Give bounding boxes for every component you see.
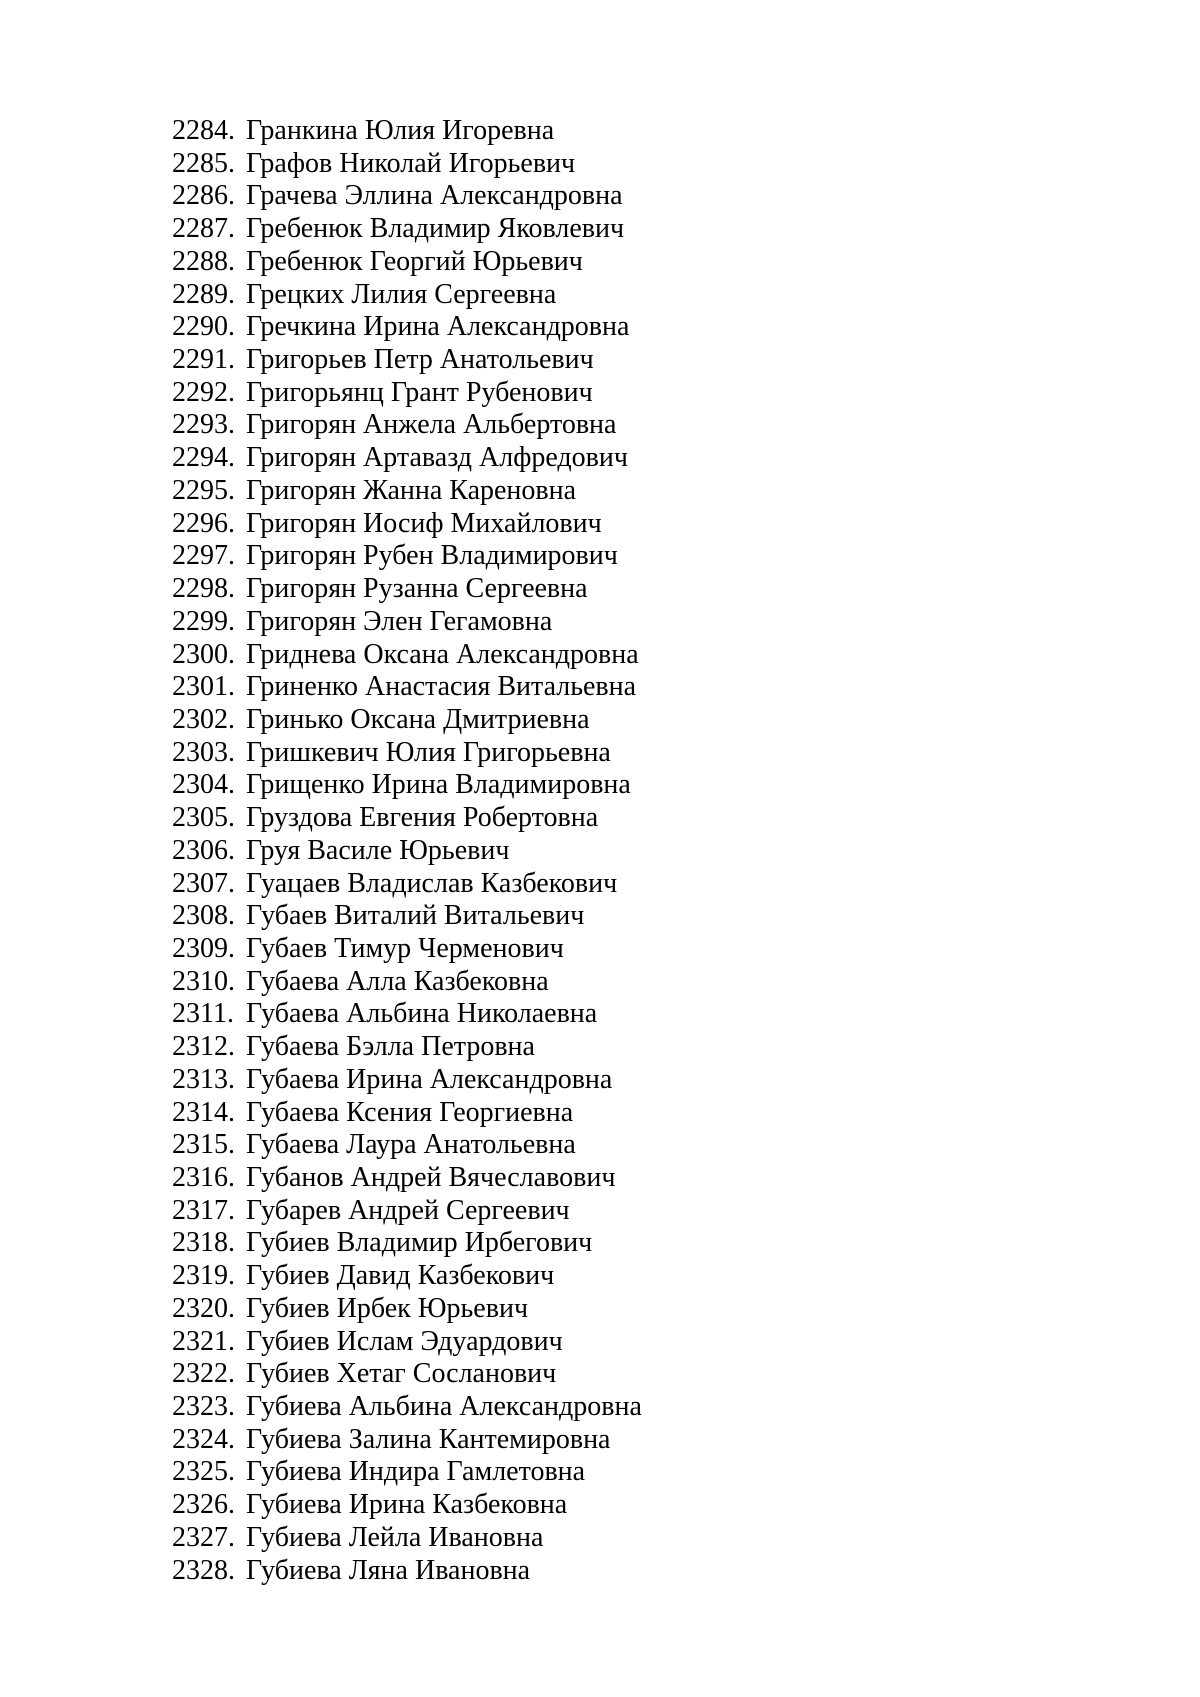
entry-name: Губаева Альбина Николаевна (246, 998, 598, 1030)
entry-number: 2301. (172, 671, 235, 703)
entry-number: 2328. (172, 1554, 235, 1586)
list-item (172, 1293, 642, 1326)
entry-number: 2306. (172, 834, 235, 866)
entry-name: Губиева Индира Гамлетовна (246, 1456, 586, 1488)
entry-name: Гриднева Оксана Александровна (246, 638, 639, 670)
list-item (172, 442, 642, 475)
list-item (172, 475, 642, 508)
list-item (172, 115, 642, 148)
entry-name: Губиева Ирина Казбековна (246, 1489, 568, 1521)
entry-name: Гребенюк Георгий Юрьевич (246, 245, 583, 277)
entry-number: 2290. (172, 311, 235, 343)
entry-name: Грецких Лилия Сергеевна (246, 278, 557, 310)
list-item (172, 540, 642, 573)
entry-name: Губаева Лаура Анатольевна (246, 1129, 576, 1161)
entry-number: 2325. (172, 1456, 235, 1488)
list-item (172, 1555, 642, 1588)
entry-number: 2315. (172, 1129, 235, 1161)
list-item (172, 246, 642, 279)
entry-number: 2314. (172, 1096, 235, 1128)
entry-name: Губанов Андрей Вячеславович (246, 1162, 616, 1193)
list-item (172, 1195, 642, 1228)
entry-name: Графов Николай Игорьевич (246, 147, 576, 179)
entry-number: 2311. (172, 998, 234, 1030)
entry-number: 2289. (172, 278, 235, 310)
list-item (172, 1162, 642, 1195)
entry-name: Грищенко Ирина Владимировна (246, 769, 631, 801)
entry-name: Григорьянц Грант Рубенович (246, 376, 593, 408)
list-item (172, 213, 642, 246)
entry-name: Григорян Жанна Кареновна (246, 474, 577, 506)
entry-number: 2317. (172, 1194, 235, 1226)
list-item (172, 1424, 642, 1457)
entry-number: 2323. (172, 1391, 235, 1423)
list-item (172, 835, 642, 868)
entry-number: 2294. (172, 442, 235, 474)
list-item (172, 1064, 642, 1097)
entry-name: Губиева Альбина Александровна (246, 1391, 642, 1423)
list-item (172, 1522, 642, 1555)
entry-number: 2324. (172, 1423, 235, 1455)
entry-number: 2291. (172, 344, 235, 376)
list-item (172, 606, 642, 639)
entry-name: Григорян Анжела Альбертовна (246, 409, 617, 441)
list-item (172, 377, 642, 410)
entry-number: 2284. (172, 115, 235, 146)
entry-name: Губиев Давид Казбекович (246, 1260, 555, 1292)
entry-name: Гриненко Анастасия Витальевна (246, 671, 637, 703)
entry-name: Губаева Ксения Георгиевна (246, 1096, 574, 1128)
list-item (172, 1489, 642, 1522)
entry-number: 2321. (172, 1325, 235, 1357)
entry-name: Гринько Оксана Дмитриевна (246, 703, 590, 735)
entry-name: Гришкевич Юлия Григорьевна (246, 736, 611, 768)
entry-number: 2318. (172, 1227, 235, 1259)
list-item (172, 1031, 642, 1064)
entry-number: 2295. (172, 474, 235, 506)
entry-name: Гранкина Юлия Игоревна (246, 115, 555, 146)
list-item (172, 180, 642, 213)
list-item (172, 802, 642, 835)
list-item (172, 1097, 642, 1130)
entry-name: Григорьев Петр Анатольевич (246, 344, 594, 376)
entry-name: Грачева Эллина Александровна (246, 180, 623, 212)
list-item (172, 1260, 642, 1293)
list-item (172, 1391, 642, 1424)
list-item (172, 671, 642, 704)
entry-number: 2326. (172, 1489, 235, 1521)
list-item (172, 573, 642, 606)
list-item (172, 933, 642, 966)
entry-number: 2286. (172, 180, 235, 212)
list-item (172, 639, 642, 672)
entry-name: Груя Василе Юрьевич (246, 834, 510, 866)
entry-name: Губиева Залина Кантемировна (246, 1423, 611, 1455)
entry-number: 2307. (172, 867, 235, 899)
entry-name: Губиева Ляна Ивановна (246, 1554, 531, 1586)
list-item (172, 704, 642, 737)
list-item (172, 1326, 642, 1359)
list-item (172, 737, 642, 770)
entry-number: 2287. (172, 213, 235, 245)
entry-name: Гречкина Ирина Александровна (246, 311, 630, 343)
list-item (172, 279, 642, 312)
entry-number: 2293. (172, 409, 235, 441)
entry-number: 2322. (172, 1358, 235, 1390)
list-item (172, 409, 642, 442)
entry-number: 2313. (172, 1063, 235, 1095)
entry-number: 2327. (172, 1521, 235, 1553)
entry-number: 2320. (172, 1292, 235, 1324)
entry-number: 2302. (172, 703, 235, 735)
entry-number: 2309. (172, 932, 235, 964)
entry-name: Гребенюк Владимир Яковлевич (246, 213, 625, 245)
entry-number: 2300. (172, 638, 235, 670)
entry-number: 2285. (172, 147, 235, 179)
list-item (172, 1227, 642, 1260)
entry-name: Губаева Алла Казбековна (246, 965, 549, 997)
entry-number: 2304. (172, 769, 235, 801)
list-item (172, 508, 642, 541)
entry-number: 2288. (172, 245, 235, 277)
list-item (172, 769, 642, 802)
entry-name: Гуацаев Владислав Казбекович (246, 867, 618, 899)
entry-name: Григорян Рубен Владимирович (246, 540, 618, 572)
entry-name: Губиев Хетаг Сосланович (246, 1358, 557, 1390)
entry-number: 2299. (172, 605, 235, 637)
entry-name: Груздова Евгения Робертовна (246, 802, 599, 834)
entry-name: Губаева Ирина Александровна (246, 1063, 613, 1095)
entry-number: 2298. (172, 573, 235, 605)
entry-number: 2310. (172, 965, 235, 997)
entry-name: Григорян Рузанна Сергеевна (246, 573, 588, 605)
entry-name: Губаева Бэлла Петровна (246, 1031, 535, 1063)
entry-number: 2308. (172, 900, 235, 932)
entry-name: Григорян Иосиф Михайлович (246, 507, 602, 539)
list-item (172, 148, 642, 181)
entry-number: 2305. (172, 802, 235, 834)
entry-name: Губиева Лейла Ивановна (246, 1521, 544, 1553)
entry-name: Григорян Элен Гегамовна (246, 605, 553, 637)
entry-number: 2319. (172, 1260, 235, 1292)
list-item (172, 1129, 642, 1162)
entry-name: Губиев Ирбек Юрьевич (246, 1292, 529, 1324)
entry-name: Григорян Артавазд Алфредович (246, 442, 628, 474)
list-item (172, 1456, 642, 1489)
entry-name: Губиев Ислам Эдуардович (246, 1325, 563, 1357)
list-item (172, 900, 642, 933)
entry-number: 2292. (172, 376, 235, 408)
entry-number: 2316. (172, 1162, 235, 1193)
list-item (172, 344, 642, 377)
entry-name: Губарев Андрей Сергеевич (246, 1194, 570, 1226)
entry-name: Губаев Виталий Витальевич (246, 900, 585, 932)
name-list (172, 115, 642, 1587)
list-item (172, 998, 642, 1031)
list-item (172, 311, 642, 344)
entry-name: Губаев Тимур Черменович (246, 932, 564, 964)
entry-number: 2297. (172, 540, 235, 572)
entry-number: 2303. (172, 736, 235, 768)
entry-number: 2312. (172, 1031, 235, 1063)
list-item (172, 966, 642, 999)
list-item (172, 868, 642, 901)
list-item (172, 1358, 642, 1391)
entry-name: Губиев Владимир Ирбегович (246, 1227, 593, 1259)
entry-number: 2296. (172, 507, 235, 539)
